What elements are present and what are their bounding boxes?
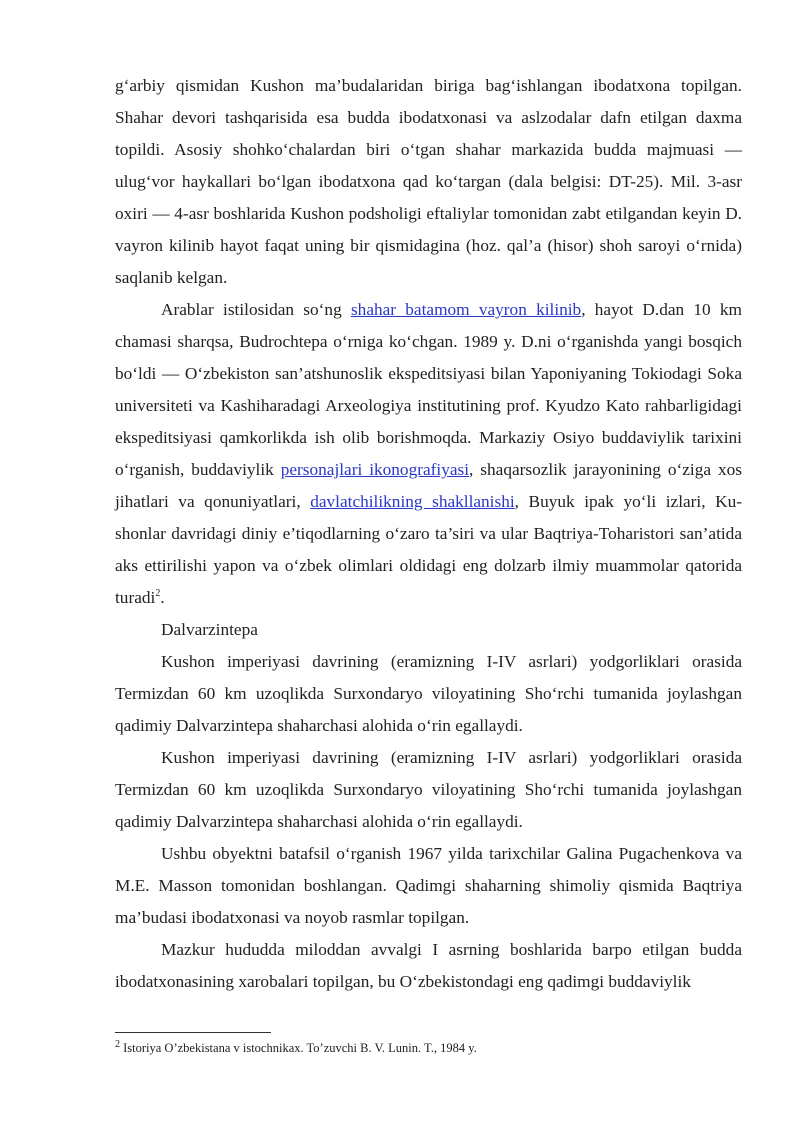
text-run: Arablar istilosidan so‘ng <box>161 300 351 319</box>
footnote-reference[interactable]: 2 <box>155 588 161 600</box>
link-davlatchilikning-shakllanishi[interactable]: davlatchilikning shakllanishi <box>310 492 515 511</box>
paragraph-1: g‘arbiy qismidan Kushon ma’budalaridan biriga bag‘ishlangan ibodatxona topilgan. Shahar devori tashqarisida esa budda ibodatxonasi va aslzodalar dafn etilgan daxma topildi. Asosiy shohko‘chalardan biri o‘tgan shahar markazida budda majmuasi — ulug‘vor haykallari bo‘lgan ibodatxona qad ko‘targan (dala belgisi: DT-25). Mil. 3-asr oxiri — 4-asr boshlarida Kushon podsholigi eftaliylar tomonidan zabt etilgandan keyin D. vayron kilinib hayot faqat uning bir qismidagina (hoz. qal’a (hisor) shoh saroyi o‘rnida) saqlanib kelgan. <box>115 76 742 287</box>
footnote <box>115 1040 477 1056</box>
text-run: , shaqarsozlik jarayonining o‘ziga xos jihatlari va qonuniyatlari, <box>115 460 742 511</box>
paragraph-3: Kushon imperiyasi davrining (eramizning I-IV asrlari) yodgorliklari orasida Termizdan 60 km uzoqlikda Surxondaryo viloyatining Sho‘rchi tumanida joylashgan qadimiy Dalvarzintepa shaharchasi alohida o‘rin egallaydi. <box>115 652 742 735</box>
link-personajlari-ikonografiyasi[interactable]: personajlari ikonografiyasi <box>280 460 470 479</box>
paragraph-2 <box>115 294 742 614</box>
footnote-separator <box>115 1032 271 1033</box>
text-run: . <box>160 588 165 607</box>
paragraph-4: Kushon imperiyasi davrining (eramizning I-IV asrlari) yodgorliklari orasida Termizdan 60 km uzoqlikda Surxondaryo viloyatining Sho‘rchi tumanida joylashgan qadimiy Dalvarzintepa shaharchasi alohida o‘rin egallaydi. <box>115 748 742 831</box>
paragraph-5: Ushbu obyektni batafsil o‘rganish 1967 yilda tarixchilar Galina Pugachenkova va M.E. Masson tomonidan boshlangan. Qadimgi shaharning shimoliy qismida Baqtriya ma’budasi ibodatxonasi va noyob rasmlar topilgan. <box>115 844 742 927</box>
link-shahar-vayron[interactable]: shahar batamom vayron kilinib <box>350 300 582 319</box>
document-body <box>115 70 742 998</box>
footnote-text: Istoriya O’zbekistana v istochnikax. To’zuvchi B. V. Lunin. T., 1984 y. <box>120 1041 477 1055</box>
paragraph-6: Mazkur hududda miloddan avvalgi I asrning boshlarida barpo etilgan budda ibodatxonasining xarobalari topilgan, bu O‘zbekistondagi eng qadimgi buddaviylik <box>115 940 742 991</box>
footnote-number: 2 <box>115 1038 120 1050</box>
section-heading: Dalvarzintepa <box>161 620 258 639</box>
text-run: , Buyuk ipak yo‘li izlari, Ku-shonlar davridagi diniy e’tiqodlarning o‘zaro ta’siri va ular Baqtriya-Toharistori san’atida aks ettirilishi yapon va o‘zbek olimlari oldidagi eng dolzarb ilmiy muammolar qatorida turadi <box>115 492 742 607</box>
text-run: , hayot D.dan 10 km chamasi sharqsa, Budrochtepa o‘rniga ko‘chgan. 1989 y. D.ni o‘rganishda yangi bosqich bo‘ldi — O‘zbekiston san’atshunoslik ekspeditsiyasi bilan Yaponiyaning Tokiodagi Soka universiteti va Kashiharadagi Arxeologiya institutining prof. Kyudzo Kato rahbarligidagi ekspeditsiyasi qamkorlikda ish olib borishmoqda. Markaziy Osiyo buddaviylik tarixini o‘rganish, buddaviylik <box>115 300 742 479</box>
